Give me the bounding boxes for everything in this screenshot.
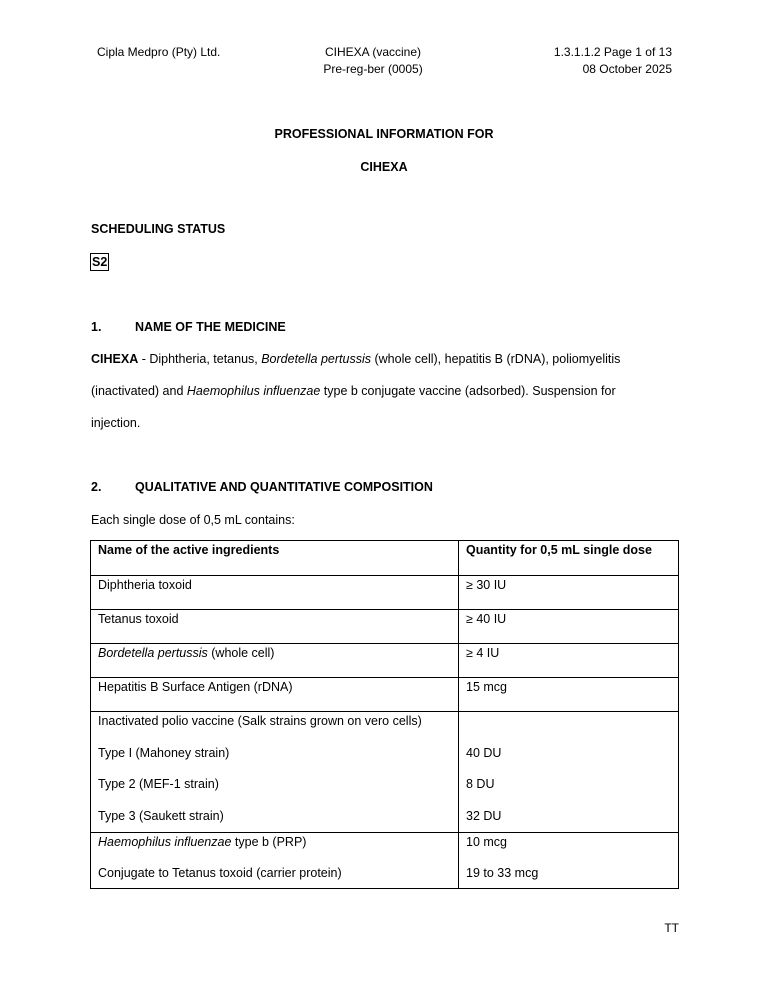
- ingredient-cell: Hepatitis B Surface Antigen (rDNA): [91, 678, 459, 712]
- header-product-code: Pre-reg-ber (0005): [323, 62, 423, 76]
- scheduling-status-heading: SCHEDULING STATUS: [91, 222, 226, 236]
- quantity-cell: ≥ 30 IU: [459, 576, 679, 610]
- table-row: [91, 644, 679, 678]
- polio-type-2: Type 2 (MEF-1 strain): [98, 777, 219, 791]
- composition-intro: Each single dose of 0,5 mL contains:: [91, 513, 295, 527]
- header-product: [320, 44, 426, 78]
- ingredient-cell: Tetanus toxoid: [91, 610, 459, 644]
- quantity-cell: 15 mcg: [459, 678, 679, 712]
- header-product-name: CIHEXA (vaccine): [324, 45, 422, 59]
- schedule-badge: S2: [92, 255, 108, 269]
- quantity-cell: [459, 712, 679, 833]
- product-title: CIHEXA: [360, 160, 408, 174]
- italic-text: Bordetella pertussis: [261, 352, 371, 366]
- text-span: type b conjugate vaccine (adsorbed). Suspension for: [320, 384, 616, 398]
- polio-type-2-qty: 8 DU: [466, 777, 495, 791]
- section-2-title: QUALITATIVE AND QUANTITATIVE COMPOSITION: [135, 480, 433, 494]
- quantity-cell: ≥ 40 IU: [459, 610, 679, 644]
- italic-text: Bordetella pertussis: [98, 646, 208, 660]
- header-page-ref: 1.3.1.1.2 Page 1 of 13: [553, 45, 672, 59]
- italic-text: Haemophilus influenzae: [186, 384, 321, 398]
- text-span: type b (PRP): [231, 834, 307, 849]
- ingredient-cell: [91, 832, 459, 889]
- polio-type-1: Type I (Mahoney strain): [98, 745, 230, 760]
- hib-conjugate: Conjugate to Tetanus toxoid (carrier protein): [98, 866, 342, 880]
- table-row-hib: [91, 832, 679, 889]
- hib-conjugate-qty: 19 to 33 mcg: [466, 866, 539, 880]
- section-1-line-2: [91, 383, 616, 399]
- medicine-name: CIHEXA: [91, 352, 139, 366]
- ingredient-cell: Diphtheria toxoid: [91, 576, 459, 610]
- quantity-cell: ≥ 4 IU: [459, 644, 679, 678]
- table-row: [91, 610, 679, 644]
- header-date: 08 October 2025: [582, 62, 672, 76]
- polio-type-3: Type 3 (Saukett strain): [98, 808, 224, 823]
- ingredient-cell: [91, 644, 459, 678]
- section-1-number: 1.: [91, 320, 102, 334]
- column-header-ingredient: Name of the active ingredients: [91, 541, 459, 576]
- polio-title: Inactivated polio vaccine (Salk strains grown on vero cells): [98, 714, 422, 728]
- header-page-info: [554, 44, 672, 78]
- text-span: (inactivated) and: [91, 384, 187, 398]
- column-header-quantity: Quantity for 0,5 mL single dose: [459, 541, 679, 576]
- section-2-number: 2.: [91, 480, 102, 494]
- text-span: (whole cell): [207, 646, 275, 660]
- section-1-title: NAME OF THE MEDICINE: [135, 320, 286, 334]
- quantity-cell: [459, 832, 679, 889]
- text-span: - Diphtheria, tetanus,: [138, 352, 262, 366]
- header-company: Cipla Medpro (Pty) Ltd.: [97, 45, 221, 59]
- text-span: (whole cell), hepatitis B (rDNA), poliomyelitis: [371, 352, 621, 366]
- table-row-polio: [91, 712, 679, 833]
- polio-type-3-qty: 32 DU: [466, 808, 502, 823]
- polio-type-1-qty: 40 DU: [466, 745, 502, 760]
- hib-name: [98, 833, 451, 865]
- hib-qty: 10 mcg: [466, 834, 507, 849]
- ingredient-cell: [91, 712, 459, 833]
- document-title: PROFESSIONAL INFORMATION FOR: [274, 127, 494, 141]
- table-row: [91, 576, 679, 610]
- empty-line: [466, 712, 671, 744]
- table-header-row: [91, 541, 679, 576]
- section-1-line-3: injection.: [91, 416, 141, 430]
- italic-text: Haemophilus influenzae: [98, 834, 232, 849]
- footer-initials: TT: [664, 921, 679, 935]
- section-1-line-1: [91, 351, 620, 367]
- composition-table: [90, 540, 679, 889]
- table-row: [91, 678, 679, 712]
